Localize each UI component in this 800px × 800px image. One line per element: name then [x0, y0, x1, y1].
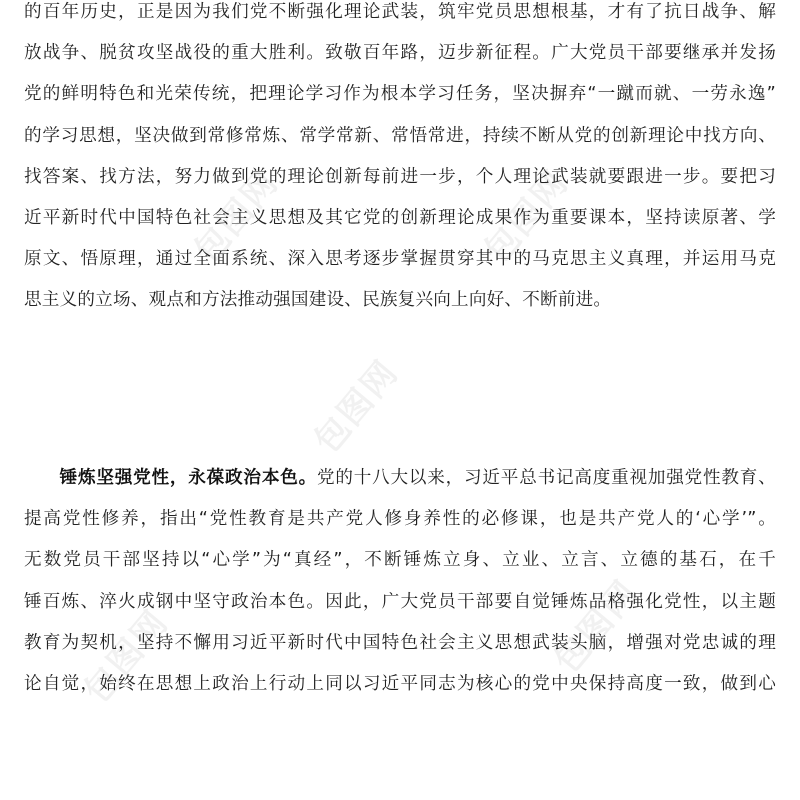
paragraph-text: 党的十八大以来，习近平总书记高度重视加强党性教育、 [316, 468, 776, 488]
paragraph-line: 教育为契机，坚持不懈用习近平新时代中国特色社会主义思想武装头脑，增强对党忠诚的理 [24, 632, 776, 653]
paragraph-1 [24, 0, 776, 322]
paragraph-line: 无数党员干部坚持以“心学”为“真经”，不断锤炼立身、立业、立言、立德的基石，在千 [24, 550, 776, 571]
paragraph-line: 放战争、脱贫攻坚战役的重大胜利。致敬百年路，迈步新征程。广大党员干部要继承并发扬 [24, 43, 776, 64]
paragraph-first-line [24, 458, 776, 499]
paragraph-line: 党的鲜明特色和光荣传统，把理论学习作为根本学习任务，坚决摒弃“一蹴而就、一劳永逸” [24, 84, 776, 105]
paragraph-line: 思主义的立场、观点和方法推动强国建设、民族复兴向上向好、不断前进。 [24, 290, 612, 311]
paragraph-line: 近平新时代中国特色社会主义思想及其它党的创新理论成果作为重要课本，坚持读原著、学 [24, 207, 776, 228]
watermark: 包图网 [186, 162, 287, 271]
paragraph-line: 提高党性修养，指出“党性教育是共产党人修身养性的必修课，也是共产党人的‘心学’”。 [24, 509, 776, 530]
watermark: 包图网 [76, 602, 177, 711]
watermark: 包图网 [476, 162, 577, 271]
paragraph-line: 的百年历史，正是因为我们党不断强化理论武装，筑牢党员思想根基，才有了抗日战争、解 [24, 2, 776, 22]
watermark: 包图网 [306, 352, 407, 461]
paragraph-line: 找答案、找方法，努力做到党的理论创新每前进一步，个人理论武装就要跟进一步。要把习 [24, 166, 776, 187]
paragraph-line: 的学习思想，坚决做到常修常炼、常学常新、常悟常进，持续不断从党的创新理论中找方向、 [24, 125, 776, 146]
watermark: 包图网 [546, 572, 647, 681]
paragraph-line: 论自觉，始终在思想上政治上行动上同以习近平同志为核心的党中央保持高度一致，做到心 [24, 673, 776, 694]
paragraph-2 [24, 458, 776, 705]
paragraph-line: 原文、悟原理，通过全面系统、深入思考逐步掌握贯穿其中的马克思主义真理，并运用马克 [24, 249, 776, 270]
paragraph-lead-heading: 锤炼坚强党性，永葆政治本色。 [59, 468, 317, 488]
paragraph-line: 锤百炼、淬火成钢中坚守政治本色。因此，广大党员干部要自觉锤炼品格强化党性，以主题 [24, 591, 776, 612]
